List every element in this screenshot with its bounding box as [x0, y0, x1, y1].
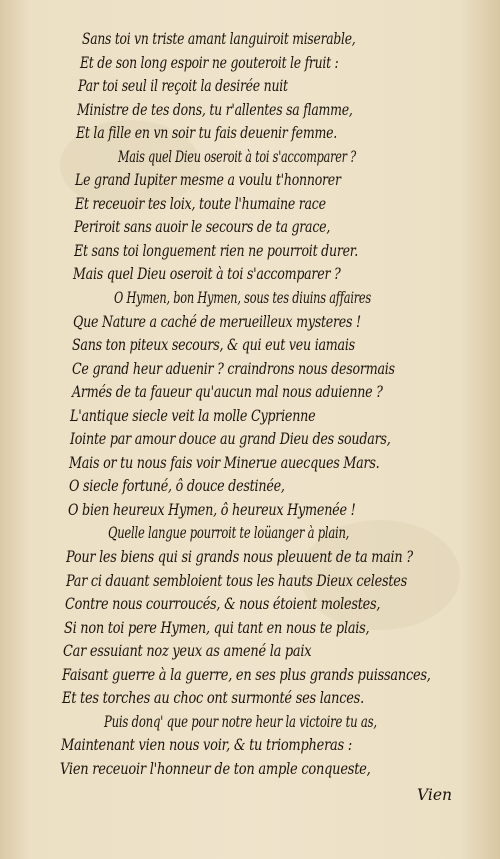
verse-line: O Hymen, bon Hymen, sous tes diuins affaires: [114, 289, 372, 308]
verse-line: Car essuiant noz yeux as amené la paix: [63, 642, 312, 661]
verse-line: Mais or tu nous fais voir Minerue auecques Mars.: [69, 453, 380, 472]
verse-line: Contre nous courroucés, & nous étoient molestes,: [65, 595, 381, 614]
verse-line: Periroit sans auoir le secours de ta grace,: [74, 218, 331, 237]
verse-line: Et la fille en vn soir tu fais deuenir femme.: [76, 124, 338, 143]
verse-line: Et de son long espoir ne gouteroit le fruit :: [80, 53, 339, 72]
verse-line: Et sans toi longuement rien ne pourroit durer.: [74, 241, 358, 260]
verse-line: Puis donq' que pour notre heur la victoire tu as,: [104, 712, 377, 731]
verse-line: Ce grand heur aduenir ? craindrons nous desormais: [72, 359, 395, 378]
verse-line: Sans ton piteux secours, & qui eut veu iamais: [72, 336, 355, 355]
verse-line: L'antique siecle veit la molle Cyprienne: [70, 406, 316, 425]
verse-line: Et receuoir tes loix, toute l'humaine race: [75, 194, 326, 213]
verse-line: Par ci dauant sembloient tous les hauts Dieux celestes: [66, 571, 407, 590]
verse-line: Et tes torches au choc ont surmonté ses lances.: [62, 689, 364, 708]
verse-line: Iointe par amour douce au grand Dieu des soudars,: [70, 430, 391, 449]
verse-line: Ministre de tes dons, tu r'allentes sa flamme,: [77, 100, 353, 119]
verse-line: Pour les biens qui si grands nous pleuuent de ta main ?: [66, 548, 413, 567]
verse-line: Vien receuoir l'honneur de ton ample conqueste,: [60, 759, 371, 778]
verse-line: Armés de ta faueur qu'aucun mal nous aduienne ?: [72, 383, 383, 402]
verse-line: O bien heureux Hymen, ô heureux Hymenée !: [68, 500, 356, 519]
verse-line: Quelle langue pourroit te loüanger à plain,: [108, 524, 350, 543]
verse-line: Que Nature a caché de merueilleux mysteres !: [73, 312, 361, 331]
verse-text: [0, 28, 500, 782]
verse-line: Sans toi vn triste amant languiroit miserable,: [82, 30, 356, 48]
verse-line: Si non toi pere Hymen, qui tant en nous te plais,: [64, 618, 370, 637]
verse-line: Le grand Iupiter mesme a voulu t'honnorer: [75, 171, 341, 190]
verse-line: Faisant guerre à la guerre, en ses plus grands puissances,: [62, 665, 431, 684]
verse-line: O siecle fortuné, ô douce destinée,: [69, 477, 285, 496]
verse-line: Par toi seul il reçoit la desirée nuit: [78, 77, 288, 96]
verse-line: Maintenant vien nous voir, & tu triompheras :: [61, 736, 352, 755]
verse-line: Mais quel Dieu oseroit à toi s'accomparer ?: [118, 147, 356, 166]
catchword: Vien: [416, 786, 452, 804]
verse-line: Mais quel Dieu oseroit à toi s'accomparer ?: [73, 265, 341, 284]
